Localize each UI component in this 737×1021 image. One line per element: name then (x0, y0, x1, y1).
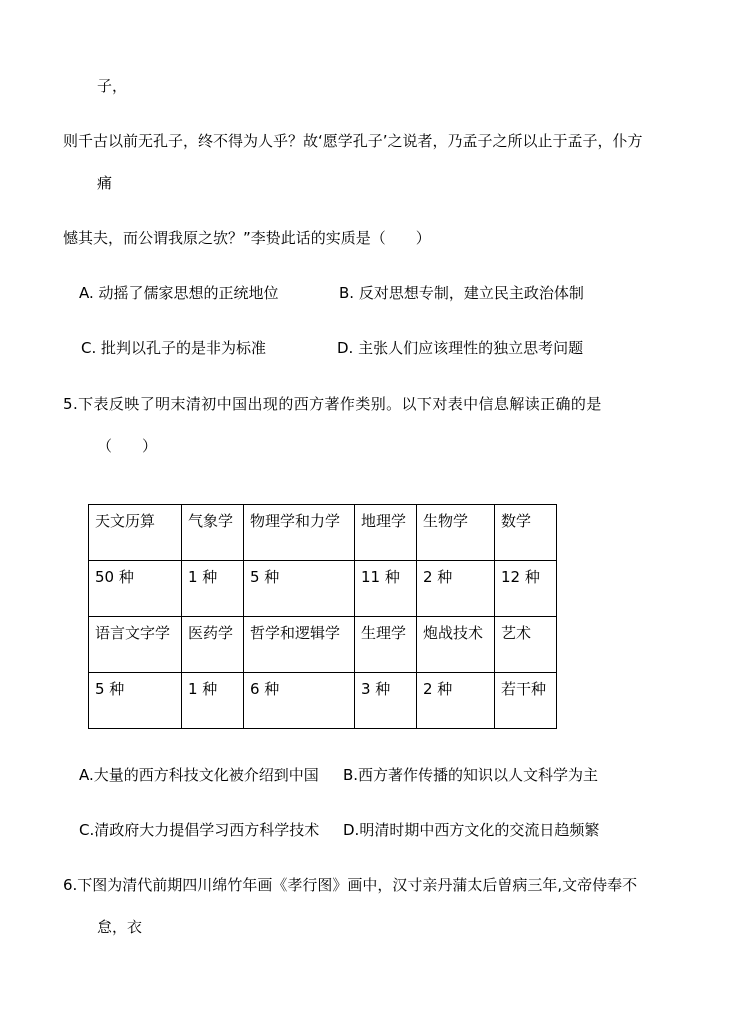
q5-option-a[interactable]: A.大量的西方科技文化被介绍到中国 (79, 766, 319, 784)
table-cell: 语言文字学 (89, 617, 182, 673)
q5-answer-blank: （ ） (97, 437, 158, 455)
table-cell: 2 种 (417, 673, 495, 729)
table-cell: 天文历算 (89, 505, 182, 561)
q4-text-line-1: 子， (97, 77, 128, 95)
q5-option-b[interactable]: B.西方著作传播的知识以人文科学为主 (343, 766, 599, 784)
table-row (89, 561, 557, 617)
table-cell: 11 种 (355, 561, 417, 617)
q5-option-d[interactable]: D.明清时期中西方文化的交流日趋频繁 (343, 821, 600, 839)
q5-stem: 5.下表反映了明末清初中国出现的西方著作类别。以下对表中信息解读正确的是 (63, 395, 602, 413)
table-cell: 2 种 (417, 561, 495, 617)
table-cell: 1 种 (182, 673, 244, 729)
q6-stem: 6.下图为清代前期四川绵竹年画《孝行图》画中，汉寸亲丹蒲太后曽病三年,文帝侍奉不 (63, 876, 638, 894)
table-cell: 数学 (495, 505, 557, 561)
q4-option-a[interactable]: A. 动摇了儒家思想的正统地位 (79, 284, 279, 302)
table-cell: 3 种 (355, 673, 417, 729)
q4-option-c[interactable]: C. 批判以孔子的是非为标准 (81, 339, 267, 357)
table-cell: 50 种 (89, 561, 182, 617)
table-cell: 1 种 (182, 561, 244, 617)
table-cell: 生理学 (355, 617, 417, 673)
table-cell: 12 种 (495, 561, 557, 617)
table-cell: 5 种 (244, 561, 355, 617)
q4-option-b[interactable]: B. 反对思想专制，建立民主政治体制 (339, 284, 584, 302)
q4-text-line-4: 憾其夫，而公谓我原之欤？”李贽此话的实质是（ ） (63, 229, 431, 247)
table-cell: 医药学 (182, 617, 244, 673)
q4-text-line-3: 痛 (97, 174, 113, 192)
table-cell: 6 种 (244, 673, 355, 729)
table-cell: 艺术 (495, 617, 557, 673)
table-cell: 若干种 (495, 673, 557, 729)
table-cell: 5 种 (89, 673, 182, 729)
table-cell: 气象学 (182, 505, 244, 561)
q4-text-line-2: 则千古以前无孔子，终不得为人乎？故‘愿学孔子’之说者，乃孟子之所以止于孟子，仆方 (63, 132, 643, 150)
q4-option-d[interactable]: D. 主张人们应该理性的独立思考问题 (337, 339, 584, 357)
q5-option-c[interactable]: C.清政府大力提倡学习西方科学技术 (79, 821, 320, 839)
q6-text-line-2: 怠，衣 (97, 918, 143, 936)
table-cell: 哲学和逻辑学 (244, 617, 355, 673)
table-cell: 地理学 (355, 505, 417, 561)
q5-western-works-table (88, 504, 557, 729)
table-cell: 炮战技术 (417, 617, 495, 673)
table-cell: 生物学 (417, 505, 495, 561)
table-row (89, 505, 557, 561)
table-row (89, 617, 557, 673)
table-row (89, 673, 557, 729)
table-cell: 物理学和力学 (244, 505, 355, 561)
